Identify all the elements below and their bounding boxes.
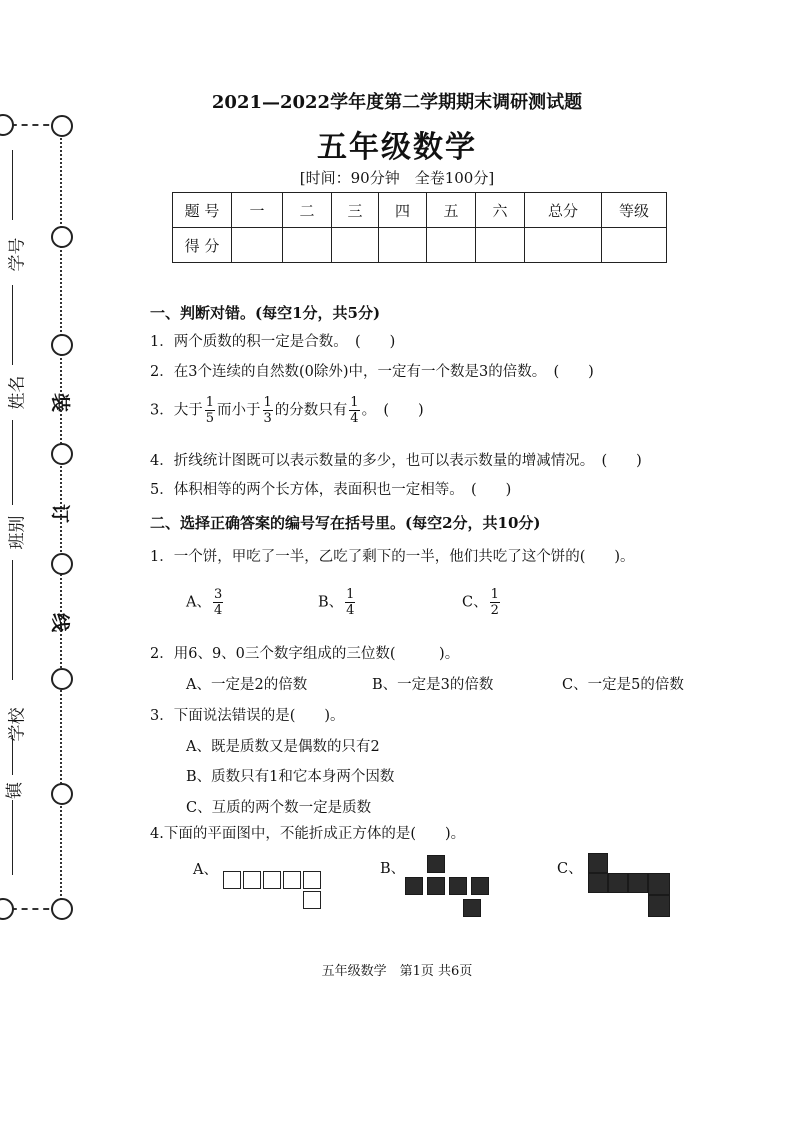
net-square [427,855,445,873]
score-input-cell[interactable] [476,228,525,263]
score-table-cell: 二 [283,193,332,228]
page-footer: 五年级数学 第1页 共6页 [321,964,473,979]
net-square [243,871,261,889]
fraction [345,588,355,617]
fraction-denominator: 4 [350,411,359,426]
exam-title: 2021—2022学年度第二学期期末调研测试题 [211,92,583,113]
exam-info: [时间：90分钟 全卷100分] [299,169,495,187]
score-input-cell[interactable] [602,228,667,263]
score-input-cell[interactable] [427,228,476,263]
score-table-cell: 一 [232,193,283,228]
option-letter: B、 [318,594,344,611]
section1-q3 [150,396,424,425]
net-square [588,873,608,893]
score-table-cell: 六 [476,193,525,228]
fraction [263,396,273,425]
section1-q5: 5．体积相等的两个长方体，表面积也一定相等。 ( ) [150,482,512,498]
class-blank [12,420,13,505]
fraction-numerator: 3 [213,587,223,602]
section2-q3: 3．下面说法错误的是( )。 [150,708,345,724]
net-square [628,873,648,893]
net-square [303,871,321,889]
fraction-denominator: 4 [346,603,355,618]
net-square [648,873,670,895]
bind-word-zhuang: 装 [49,392,72,413]
net-square [463,899,481,917]
fraction-numerator: 1 [346,587,355,602]
section1-q4: 4．折线统计图既可以表示数量的多少，也可以表示数量的增减情况。 ( ) [150,453,642,469]
score-table [172,192,667,263]
score-table-cell: 总分 [525,193,602,228]
fraction-denominator: 5 [205,411,215,426]
section2-q2: 2．用6、9、0三个数字组成的三位数( )。 [150,646,460,662]
binding-hole [51,443,73,465]
student-id-label: 学号 [7,237,28,272]
score-table-cell: 三 [332,193,379,228]
section2-title: 二、选择正确答案的编号写在括号里。(每空2分，共10分) [150,514,541,532]
net-square [471,877,489,895]
net-square [427,877,445,895]
score-table-cell: 等级 [602,193,667,228]
fraction [205,396,215,425]
option-a [186,588,225,617]
option-letter: C、 [462,594,488,611]
option-c [462,588,502,617]
binding-hole [51,334,73,356]
school-blank [12,560,13,680]
section2-q4: 4.下面的平面图中，不能折成正方体的是( )。 [150,826,466,842]
q3-option-c: C、互质的两个数一定是质数 [186,800,372,816]
score-table-header-row [173,193,667,228]
town-label: 镇 [5,782,25,799]
section1-q1: 1．两个质数的积一定是合数。 ( ) [150,334,396,350]
binding-hole [51,553,73,575]
grade-title: 五年级数学 [317,130,477,165]
score-table-cell: 题 号 [173,193,232,228]
fraction-numerator: 1 [350,395,359,410]
score-table-cell: 得 分 [173,228,232,263]
q3-mid: 而小于 [217,402,261,419]
q2-option-c: C、一定是5的倍数 [562,677,684,693]
fraction-numerator: 1 [263,395,272,410]
section1-title: 一、判断对错。(每空1分，共5分) [150,304,381,322]
binding-hole [51,668,73,690]
binding-hole [51,898,73,920]
net-square [608,873,628,893]
binding-hole-edge-bottom [0,898,14,920]
q3-option-a: A、既是质数又是偶数的只有2 [186,739,380,755]
option-b [318,588,357,617]
q3-mid2: 的分数只有 [274,402,348,419]
q2-option-b: B、一定是3的倍数 [372,677,494,693]
town-blank-bottom [12,800,13,875]
binding-hole [51,226,73,248]
net-square [263,871,281,889]
name-label: 姓名 [7,375,28,410]
net-square [588,853,608,873]
fraction [349,396,359,425]
net-square [405,877,423,895]
fraction-denominator: 4 [213,603,223,618]
q3-option-b: B、质数只有1和它本身两个因数 [186,769,395,785]
name-blank [12,285,13,365]
option-letter: A、 [186,594,211,611]
net-square [283,871,301,889]
fraction-denominator: 3 [263,411,272,426]
fraction-numerator: 1 [490,587,499,602]
q3-prefix: 3．大于 [150,402,203,419]
binding-hole [51,783,73,805]
section2-q1: 1．一个饼，甲吃了一半，乙吃了剩下的一半，他们共吃了这个饼的( )。 [150,549,635,565]
net-a-label: A、 [193,862,218,878]
score-table-score-row [173,228,667,263]
score-input-cell[interactable] [332,228,379,263]
net-square [303,891,321,909]
fraction-denominator: 2 [490,603,499,618]
net-square [449,877,467,895]
class-label: 班别 [7,515,28,550]
bind-word-xian: 线 [49,612,72,633]
score-input-cell[interactable] [283,228,332,263]
q3-suffix: 。 ( ) [361,402,424,419]
net-square [648,895,670,917]
score-input-cell[interactable] [232,228,283,263]
town-blank-top [12,735,13,775]
section1-q2: 2．在3个连续的自然数(0除外)中，一定有一个数是3的倍数。 ( ) [150,364,594,380]
score-table-cell: 四 [379,193,427,228]
fraction [213,588,223,617]
fraction-numerator: 1 [205,395,215,410]
score-table-cell: 五 [427,193,476,228]
fraction [490,588,500,617]
bind-word-ding: 订 [49,503,72,524]
score-input-cell[interactable] [379,228,427,263]
net-c-label: C、 [557,861,583,877]
q2-option-a: A、一定是2的倍数 [186,677,308,693]
school-label: 学校 [7,707,28,742]
score-input-cell[interactable] [525,228,602,263]
net-square [223,871,241,889]
net-b-label: B、 [380,861,406,877]
